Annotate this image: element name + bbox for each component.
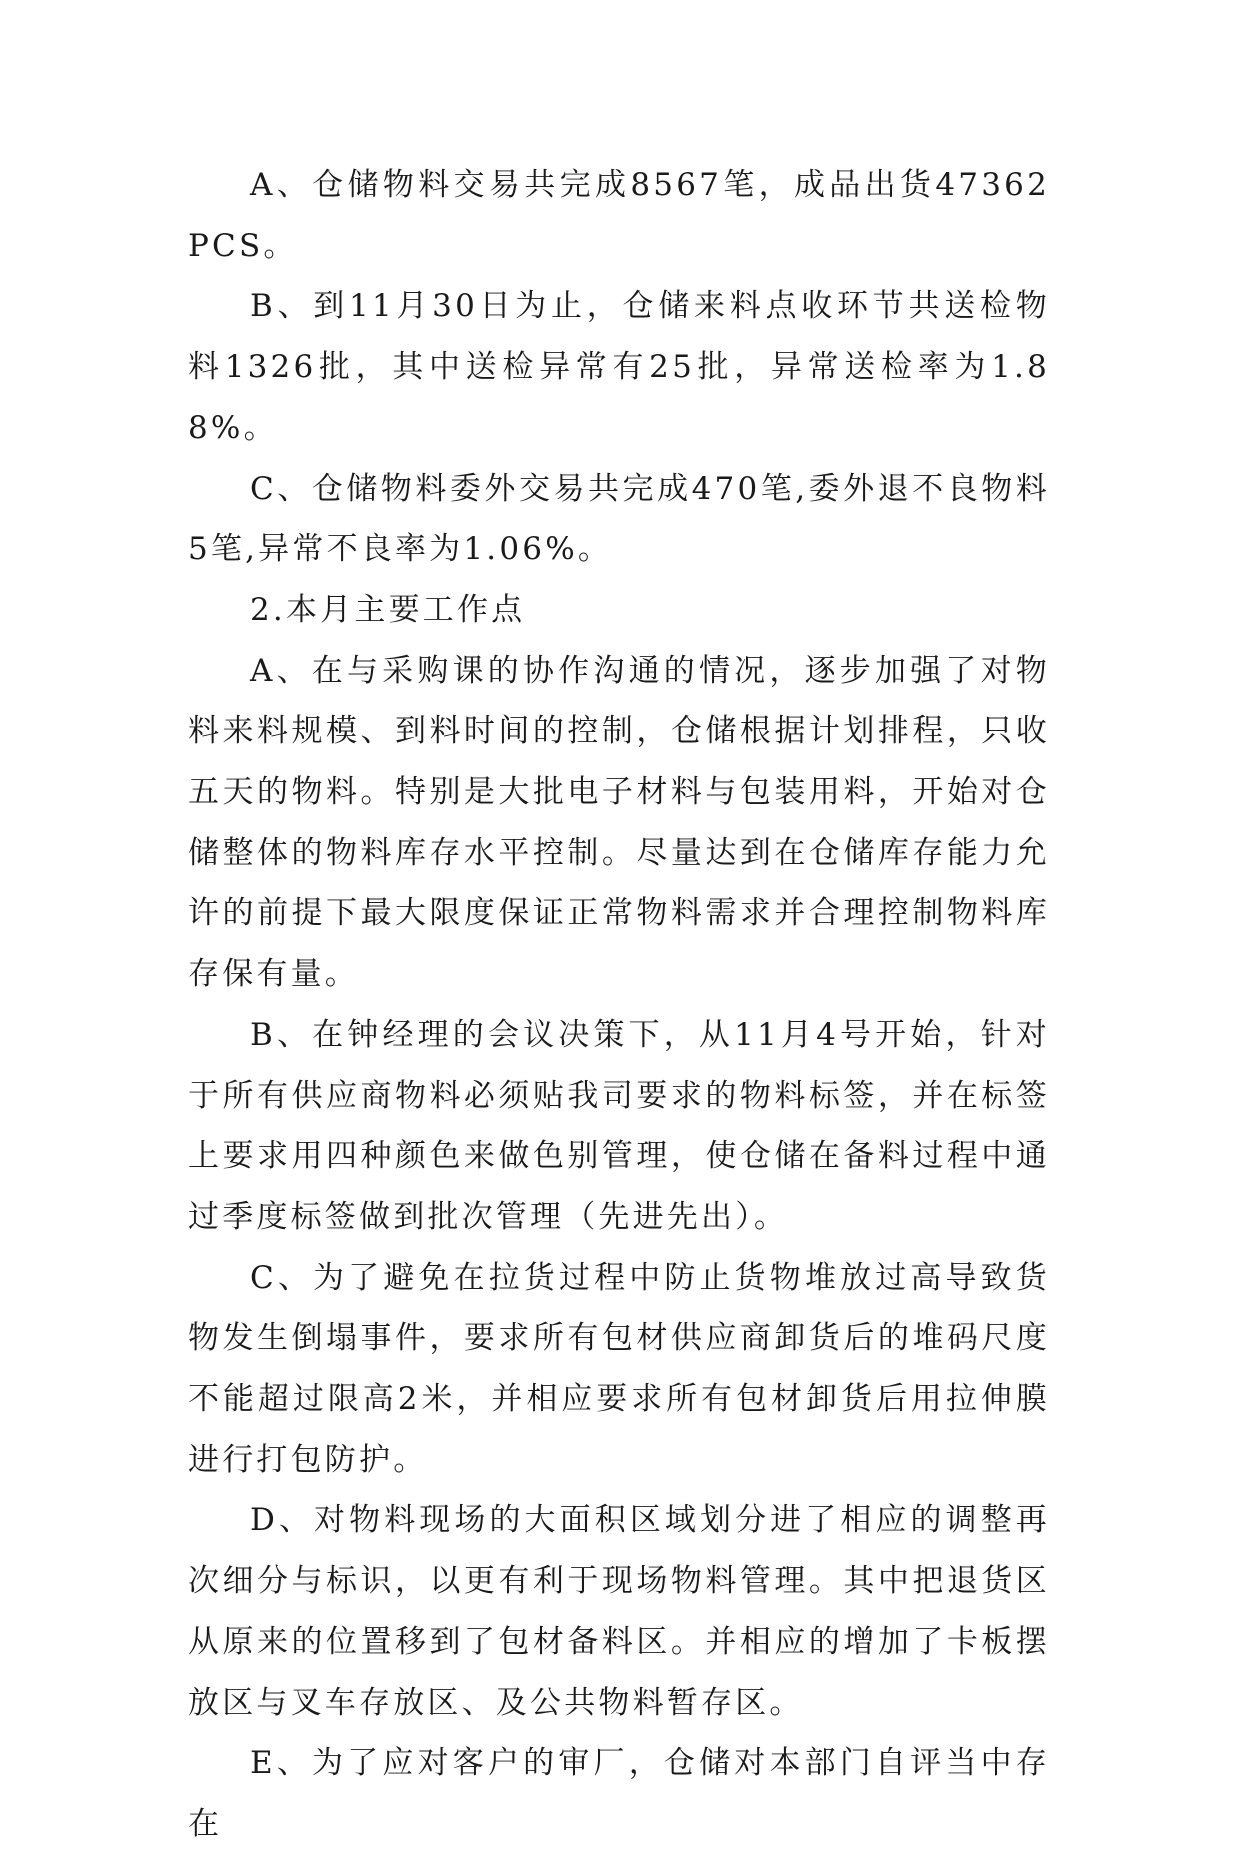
document-body	[188, 155, 1050, 1855]
paragraph-work-e: E、为了应对客户的审厂，仓储对本部门自评当中存在	[188, 1745, 1050, 1842]
paragraph-summary-c: C、仓储物料委外交易共完成470笔,委外退不良物料5笔,异常不良率为1.06%。	[188, 470, 1050, 568]
paragraph-work-a: A、在与采购课的协作沟通的情况，逐步加强了对物料来料规模、到料时间的控制，仓储根据计划排程，只收五天的物料。特别是大批电子材料与包装用料，开始对仓储整体的物料库存水平控制。尽量达到在仓储库存能力允许的前提下最大限度保证正常物料需求并合理控制物料库存保有量。	[188, 652, 1050, 993]
paragraph-work-b: B、在钟经理的会议决策下，从11月4号开始，针对于所有供应商物料必须贴我司要求的物料标签，并在标签上要求用四种颜色来做色别管理，使仓储在备料过程中通过季度标签做到批次管理（先进先出）。	[188, 1016, 1050, 1235]
section-heading: 2.本月主要工作点	[250, 591, 526, 628]
paragraph-work-c: C、为了避免在拉货过程中防止货物堆放过高导致货物发生倒塌事件，要求所有包材供应商卸货后的堆码尺度不能超过限高2米，并相应要求所有包材卸货后用拉伸膜进行打包防护。	[188, 1259, 1050, 1478]
paragraph-work-d: D、对物料现场的大面积区域划分进了相应的调整再次细分与标识，以更有利于现场物料管理。其中把退货区从原来的位置移到了包材备料区。并相应的增加了卡板摆放区与叉车存放区、及公共物料暂存区。	[188, 1502, 1050, 1721]
paragraph-summary-a: A、仓储物料交易共完成8567笔，成品出货47362PCS。	[188, 167, 1050, 264]
paragraph-summary-b: B、到11月30日为止，仓储来料点收环节共送检物料1326批，其中送检异常有25批，异常送检率为1.88%。	[188, 288, 1050, 446]
